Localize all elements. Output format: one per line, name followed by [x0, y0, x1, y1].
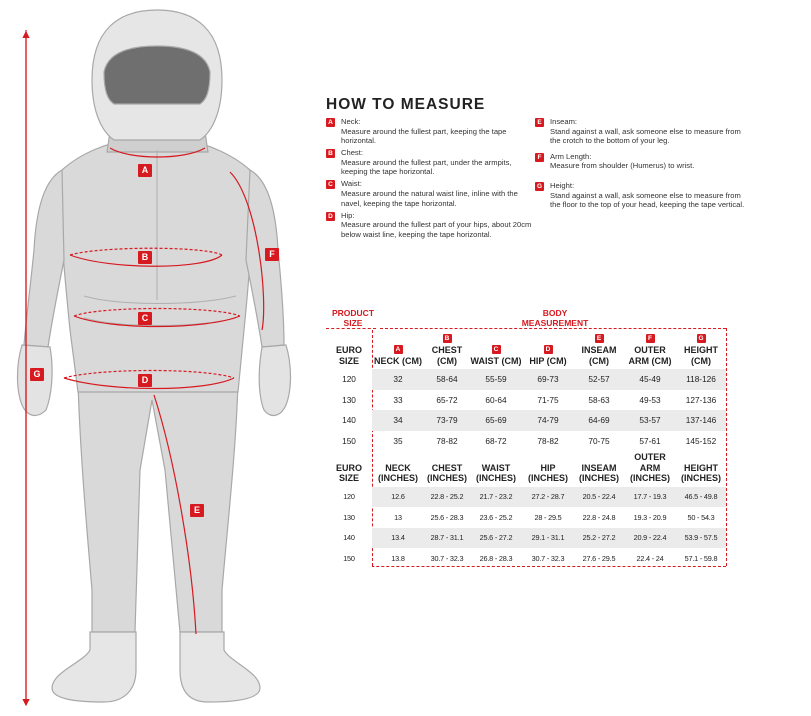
table-row: [326, 431, 726, 452]
instruction-inseam: [535, 117, 745, 146]
table-row: [326, 390, 726, 411]
table-cell: 28.7 - 31.1: [424, 528, 470, 549]
column-header: D HIP (CM): [529, 345, 567, 366]
table-cell: 23.6 - 25.2: [479, 512, 513, 522]
table-cell: 46.5 - 49.8: [676, 487, 726, 508]
instruction-name: Waist:: [341, 179, 362, 189]
instruction-name: Arm Length:: [550, 151, 592, 161]
table-cell: 130: [326, 390, 372, 411]
figure-label-a: A: [138, 164, 152, 177]
letter-badge: C: [492, 345, 501, 354]
table-row: [326, 548, 726, 569]
instruction-name: Chest:: [341, 148, 363, 158]
table-cell: 45-49: [624, 369, 676, 390]
table-cell: 120: [326, 487, 372, 508]
table-cell: 13.8: [391, 553, 405, 563]
table-header-row: [326, 452, 726, 487]
letter-badge: C: [326, 180, 335, 189]
page-title: HOW TO MEASURE: [326, 96, 486, 113]
figure-label-f: F: [265, 248, 279, 261]
table-cell: 22.4 - 24: [636, 553, 664, 563]
table-cell: 57-61: [639, 435, 661, 446]
table-cell: 58-64: [424, 369, 470, 390]
instruction-chest: [326, 148, 536, 177]
table-cell: 65-72: [436, 394, 458, 405]
table-cell: 27.2 - 28.7: [522, 487, 574, 508]
instruction-name: Height:: [550, 180, 575, 190]
table-cell: 35: [393, 435, 403, 446]
table-cell: 33: [393, 394, 403, 405]
instruction-name: Neck:: [341, 117, 361, 126]
table-cell: 12.6: [372, 487, 424, 508]
table-cell: 70-75: [588, 435, 610, 446]
instructions-left: [326, 117, 536, 242]
table-cell: 17.7 - 19.3: [624, 487, 676, 508]
table-cell: 25.2 - 27.2: [574, 528, 624, 549]
table-cell: 127-136: [685, 394, 717, 405]
table-cell: 137-146: [676, 410, 726, 431]
table-cell: 20.5 - 22.4: [574, 487, 624, 508]
instruction-text: Measure around the fullest part, under the armpits, keeping the tape horizontal.: [341, 157, 512, 177]
instruction-text: Stand against a wall, ask someone else to measure from the floor to the top of your head, keeping the tape vertical.: [550, 190, 745, 210]
instruction-height: [535, 181, 745, 210]
column-header: HIP (INCHES): [528, 462, 568, 483]
table-cell: 30.7 - 32.3: [430, 553, 464, 563]
column-header: INSEAM (INCHES): [579, 462, 619, 483]
table-cell: 19.3 - 20.9: [633, 512, 667, 522]
letter-badge: D: [544, 345, 553, 354]
table-cell: 25.6 - 27.2: [470, 528, 522, 549]
table-cell: 57.1 - 59.8: [684, 553, 718, 563]
product-size-header: PRODUCT SIZE: [331, 308, 375, 328]
letter-badge: G: [698, 335, 704, 342]
table-cell: 49-53: [639, 394, 661, 405]
letter-badge: F: [646, 334, 655, 343]
table-cell: 78-82: [436, 435, 458, 446]
instruction-text: Measure around the natural waist line, inline with the navel, keeping the tape horizontal.: [341, 188, 518, 208]
table-row: [326, 487, 726, 508]
column-header: OUTER ARM (INCHES): [630, 452, 670, 483]
figure-label-b: B: [138, 251, 152, 264]
size-table-inches: [326, 452, 726, 569]
column-header: WAIST (INCHES): [476, 462, 516, 483]
divider: [380, 328, 726, 329]
instruction-hip: [326, 211, 536, 240]
table-cell: 130: [326, 507, 372, 528]
instruction-text: Measure around the fullest part of your hips, about 20cm below waist line, keeping the tape horizontal.: [341, 220, 532, 239]
table-cell: 78-82: [537, 435, 559, 446]
table-cell: 150: [326, 548, 372, 569]
column-header: CHEST (INCHES): [427, 462, 467, 483]
instruction-name: Inseam:: [550, 117, 578, 126]
instructions-right: [535, 117, 745, 212]
table-cell: 68-72: [485, 435, 507, 446]
figure-label-c: C: [138, 312, 152, 325]
table-cell: 29.1 - 31.1: [522, 528, 574, 549]
table-cell: 21.7 - 23.2: [470, 487, 522, 508]
table-cell: 69-73: [522, 369, 574, 390]
instruction-name: Hip:: [341, 210, 355, 220]
letter-badge: B: [443, 334, 452, 343]
column-header: NECK (INCHES): [378, 462, 418, 483]
table-cell: 140: [326, 410, 372, 431]
table-cell: 58-63: [588, 394, 610, 405]
figure-label-g: G: [30, 368, 44, 381]
table-cell: 140: [326, 528, 372, 549]
instruction-text: Measure from shoulder (Humerus) to wrist.: [550, 161, 695, 171]
letter-badge: G: [536, 182, 543, 190]
instruction-arm-length: [535, 152, 745, 171]
divider: [726, 328, 727, 566]
table-cell: 27.6 - 29.5: [582, 553, 616, 563]
figure-label-e: E: [190, 504, 204, 517]
table-cell: 22.8 - 24.8: [582, 512, 616, 522]
column-header: B CHEST (CM): [431, 335, 463, 366]
letter-badge: A: [326, 118, 335, 127]
table-cell: 50 - 54.3: [687, 512, 715, 522]
table-cell: 30.7 - 32.3: [531, 553, 565, 563]
letter-badge: A: [394, 345, 403, 354]
letter-badge: E: [595, 334, 604, 343]
instruction-text: Stand against a wall, ask someone else to measure from the crotch to the bottom of your leg.: [550, 126, 741, 146]
table-cell: 120: [326, 369, 372, 390]
table-cell: 28 - 29.5: [534, 512, 562, 522]
instruction-text: Measure around the fullest part, keeping the tape horizontal.: [341, 126, 507, 146]
body-measurement-header: BODY MEASUREMENT: [521, 308, 589, 328]
table-cell: 65-69: [470, 410, 522, 431]
letter-badge: F: [535, 153, 544, 162]
table-cell: 118-126: [676, 369, 726, 390]
table-cell: 60-64: [485, 394, 507, 405]
column-header: F OUTER ARM (CM): [628, 335, 672, 366]
racing-suit-figure: [0, 0, 320, 716]
column-header: E INSEAM (CM): [581, 335, 617, 366]
instruction-neck: [326, 117, 536, 146]
euro-size-header: EURO SIZE: [335, 462, 362, 483]
column-header: HEIGHT (INCHES): [681, 462, 721, 483]
table-row: [326, 410, 726, 431]
euro-size-header: EURO SIZE: [335, 345, 362, 366]
table-cell: 32: [372, 369, 424, 390]
column-header: A NECK (CM): [374, 345, 422, 366]
table-cell: 26.8 - 28.3: [479, 553, 513, 563]
table-cell: 20.9 - 22.4: [624, 528, 676, 549]
table-row: [326, 528, 726, 549]
divider: [326, 328, 376, 329]
table-cell: 13: [394, 512, 402, 522]
letter-badge: E: [535, 118, 544, 127]
table-row: [326, 369, 726, 390]
table-cell: 64-69: [574, 410, 624, 431]
table-cell: 73-79: [424, 410, 470, 431]
table-cell: 74-79: [522, 410, 574, 431]
letter-badge: B: [326, 149, 335, 158]
column-header: G HEIGHT (CM): [683, 335, 718, 366]
table-cell: 13.4: [372, 528, 424, 549]
table-header-row: [326, 332, 726, 369]
table-cell: 53-57: [624, 410, 676, 431]
letter-badge: D: [326, 212, 335, 221]
table-row: [326, 507, 726, 528]
suit-body: [18, 10, 291, 702]
table-cell: 25.6 - 28.3: [430, 512, 464, 522]
column-header: C WAIST (CM): [470, 345, 522, 366]
table-cell: 55-59: [470, 369, 522, 390]
figure-label-d: D: [138, 374, 152, 387]
table-cell: 52-57: [574, 369, 624, 390]
table-cell: 145-152: [685, 435, 717, 446]
table-cell: 53.9 - 57.5: [676, 528, 726, 549]
table-cell: 34: [372, 410, 424, 431]
instruction-waist: [326, 179, 536, 208]
table-cell: 22.8 - 25.2: [424, 487, 470, 508]
table-cell: 150: [326, 431, 372, 452]
size-table-cm: [326, 332, 726, 451]
table-cell: 71-75: [537, 394, 559, 405]
